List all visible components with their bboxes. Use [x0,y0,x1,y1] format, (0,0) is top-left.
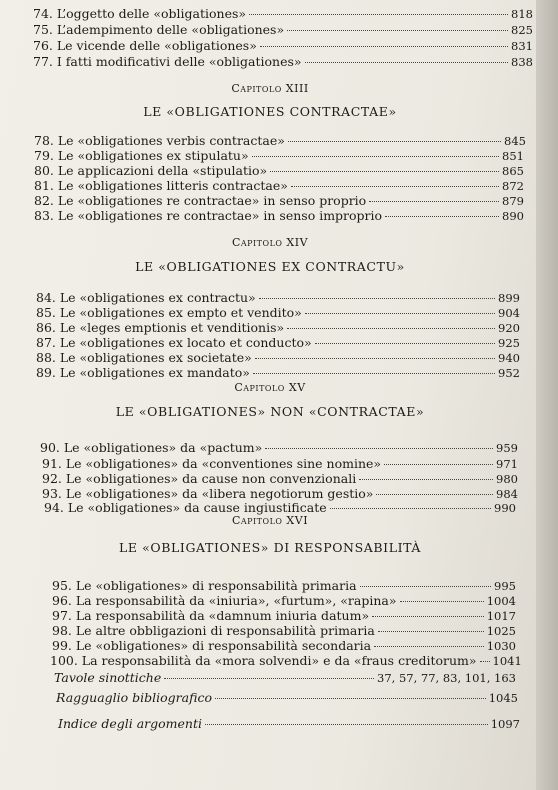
chapter-label: Capitolo XIII [231,82,309,95]
chapter-title: LE «OBLIGATIONES CONTRACTAE» [143,104,397,119]
toc-entry: 91. Le «obligationes» da «conventiones sine nomine» 971 [42,456,518,471]
toc-entry: 79. Le «obligationes ex stipulatu» 851 [34,148,524,163]
toc-entry: 84. Le «obligationes ex contractu» 899 [36,290,520,305]
page-edge [536,0,558,790]
chapter-label: Capitolo XVI [231,514,309,527]
toc-entry: Indice degli argomenti 1097 [58,716,520,731]
toc-entry: 78. Le «obligationes verbis contractae» 845 [34,133,526,148]
toc-entry: 94. Le «obligationes» da cause ingiustificate 990 [44,500,516,515]
toc-entry: 99. Le «obligationes» di responsabilità secondaria 1030 [52,638,516,653]
toc-entry: 83. Le «obligationes re contractae» in senso improprio 890 [34,208,524,223]
toc-entry: 77. I fatti modificativi delle «obligationes» 838 [33,54,533,69]
chapter-title: LE «OBLIGATIONES EX CONTRACTU» [135,259,405,274]
toc-entry: 86. Le «leges emptionis et venditionis» 920 [36,320,520,335]
toc-entry: 90. Le «obligationes» da «pactum» 959 [40,440,518,455]
toc-entry: 75. L’adempimento delle «obligationes» 825 [33,22,533,37]
toc-entry: Ragguaglio bibliografico 1045 [56,690,518,705]
chapter-label: Capitolo XIV [231,236,309,249]
toc-entry: 93. Le «obligationes» da «libera negotiorum gestio» 984 [42,486,518,501]
toc-entry: 82. Le «obligationes re contractae» in senso proprio 879 [34,193,524,208]
toc-entry: Tavole sinottiche 37, 57, 77, 83, 101, 163 [54,670,516,685]
toc-entry: 92. Le «obligationes» da cause non convenzionali 980 [42,471,518,486]
toc-entry: 88. Le «obligationes ex societate» 940 [36,350,520,365]
toc-entry: 81. Le «obligationes litteris contractae» 872 [34,178,524,193]
chapter-title: LE «OBLIGATIONES» DI RESPONSABILITÀ [118,540,422,555]
toc-entry: 100. La responsabilità da «mora solvendi» e da «fraus creditorum» 1041 [50,653,522,668]
toc-entry: 97. La responsabilità da «damnum iniuria datum» 1017 [52,608,516,623]
toc-entry: 76. Le vicende delle «obligationes» 831 [33,38,533,53]
toc-entry: 87. Le «obligationes ex locato et conducto» 925 [36,335,520,350]
chapter-title: LE «OBLIGATIONES» NON «CONTRACTAE» [115,404,425,419]
toc-entry: 96. La responsabilità da «iniuria», «furtum», «rapina» 1004 [52,593,516,608]
toc-entry: 74. L’oggetto delle «obligationes» 818 [33,6,533,21]
chapter-label: Capitolo XV [234,381,306,394]
toc-entry: 80. Le applicazioni della «stipulatio» 865 [34,163,524,178]
toc-entry: 85. Le «obligationes ex empto et vendito» 904 [36,305,520,320]
toc-entry: 98. Le altre obbligazioni di responsabilità primaria 1025 [52,623,516,638]
toc-entry: 95. Le «obligationes» di responsabilità primaria 995 [52,578,516,593]
toc-entry: 89. Le «obligationes ex mandato» 952 [36,365,520,380]
